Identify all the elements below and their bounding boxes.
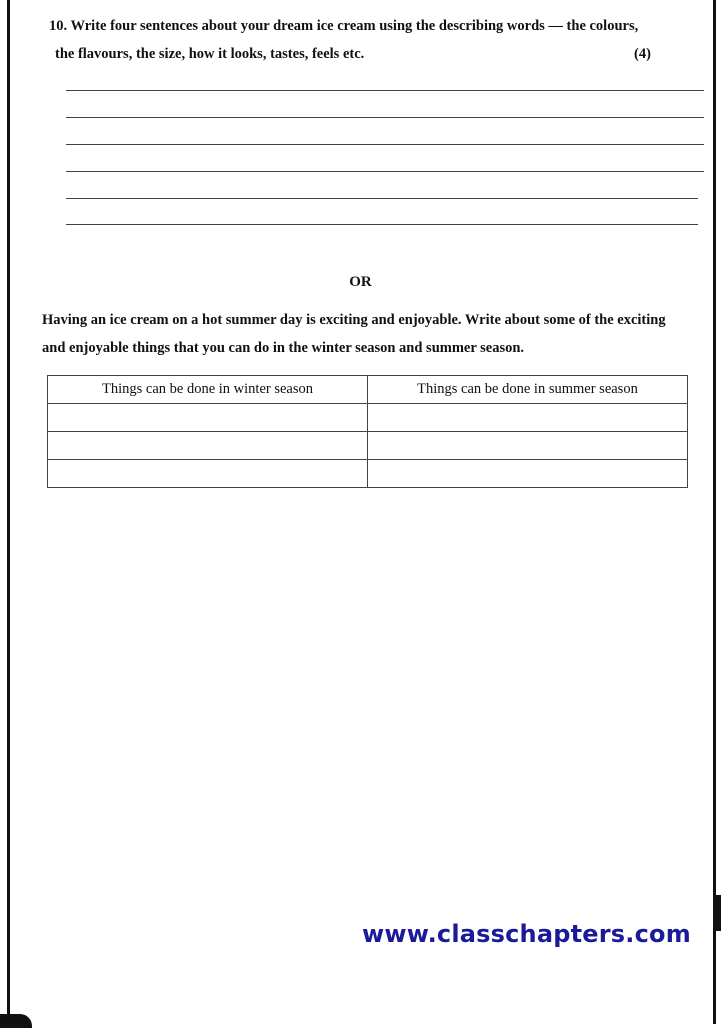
page-edge-tab	[716, 895, 721, 931]
question-text-line-2: the flavours, the size, how it looks, tastes, feels etc.	[55, 46, 365, 62]
winter-answer-cell[interactable]	[48, 460, 368, 488]
seasons-table	[47, 375, 688, 488]
winter-answer-cell[interactable]	[48, 432, 368, 460]
or-divider-label: OR	[349, 274, 372, 290]
summer-answer-cell[interactable]	[368, 404, 688, 432]
header-summer: Things can be done in summer season	[368, 376, 688, 404]
table-row	[48, 460, 688, 488]
answer-line[interactable]	[66, 117, 704, 118]
page-border-left	[7, 0, 10, 1024]
question-marks: (4)	[634, 46, 651, 62]
page-border-right	[713, 0, 716, 1024]
answer-line[interactable]	[66, 224, 698, 225]
website-watermark: www.classchapters.com	[362, 920, 691, 948]
table-row	[48, 432, 688, 460]
summer-answer-cell[interactable]	[368, 432, 688, 460]
table-row	[48, 404, 688, 432]
question-text-line-1: 10. Write four sentences about your dream ice cream using the describing words — the colours,	[49, 18, 639, 34]
alternative-prompt-line-2: and enjoyable things that you can do in the winter season and summer season.	[42, 340, 525, 356]
table-header-row	[48, 376, 688, 404]
summer-answer-cell[interactable]	[368, 460, 688, 488]
answer-line[interactable]	[66, 171, 704, 172]
winter-answer-cell[interactable]	[48, 404, 368, 432]
alternative-prompt-line-1: Having an ice cream on a hot summer day is exciting and enjoyable. Write about some of the exciting	[42, 312, 666, 328]
answer-line[interactable]	[66, 90, 704, 91]
answer-line[interactable]	[66, 144, 704, 145]
corner-mark	[0, 1014, 32, 1028]
header-winter: Things can be done in winter season	[48, 376, 368, 404]
answer-line[interactable]	[66, 198, 698, 199]
